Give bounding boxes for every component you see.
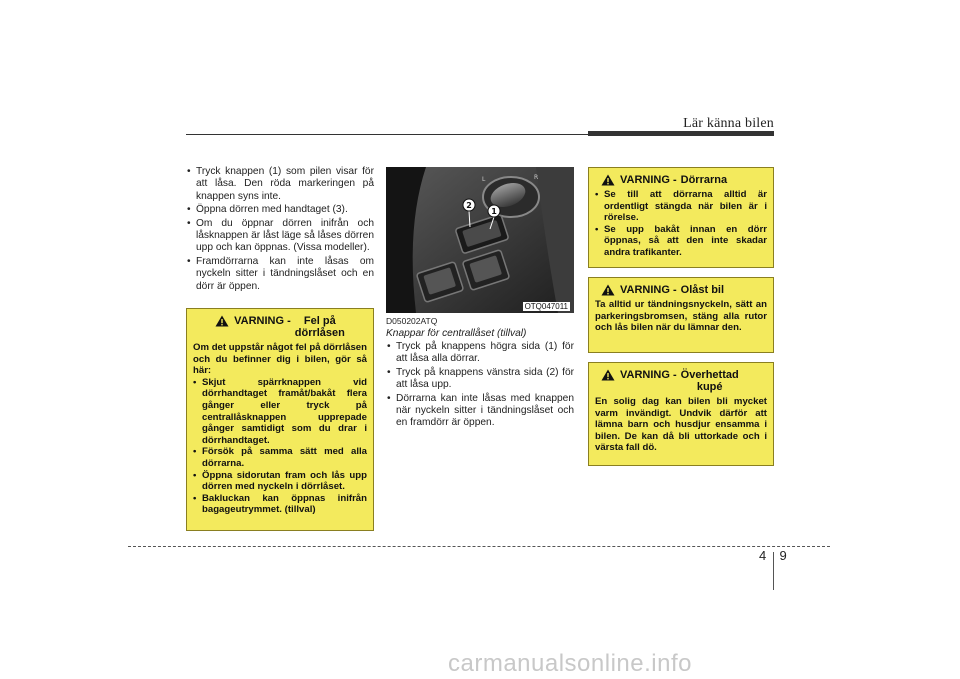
- warning-title: Fel på dörrlåsen: [294, 315, 345, 339]
- warning-text: En solig dag kan bilen bli mycket varm invändigt. Undvik därför att lämna barn och husdjur ensamma i bilen. De kan då bli uttorkade och i värsta fall dö.: [595, 396, 767, 454]
- knob-label-l: L: [482, 176, 486, 183]
- section-code: D050202ATQ: [386, 316, 438, 326]
- door-panel-illustration: [386, 167, 574, 313]
- warning-item: • Skjut spärrknappen vid dörrhandtaget framåt/bakåt flera gånger eller tryck på centrallåsknappen upprepade gånger samtidigt som du drar i dörrhandtaget.: [193, 377, 367, 447]
- list-item: • Öppna dörren med handtaget (3).: [186, 204, 374, 216]
- warning-triangle-icon: [601, 174, 615, 186]
- callout-1: 1: [491, 207, 497, 216]
- header-rule-accent: [588, 131, 774, 136]
- list-item: • Tryck på knappens vänstra sida (2) för att låsa upp.: [386, 367, 574, 392]
- callout-2: 2: [466, 201, 472, 210]
- image-reference-code: OTQ047011: [524, 302, 568, 311]
- warning-item: • Försök på samma sätt med alla dörrarna.: [193, 446, 367, 469]
- warning-box-overheated-cabin: [588, 362, 774, 466]
- warning-item: • Se till att dörrarna alltid är ordentligt stängda när bilen är i rörelse.: [595, 189, 767, 224]
- warning-item: • Bakluckan kan öppnas inifrån bagageutrymmet. (tillval): [193, 493, 367, 516]
- warning-label: VARNING -: [620, 369, 677, 381]
- list-item: • Tryck knappen (1) som pilen visar för att låsa. Den röda markeringen på knappen syns inte.: [186, 166, 374, 203]
- section-subheading: Knappar för centrallåset (tillval): [386, 328, 527, 339]
- warning-text: Ta alltid ur tändningsnyckeln, sätt an parkeringsbromsen, stäng alla rutor och lås bilen när du lämnar den.: [595, 299, 767, 334]
- page-number-divider: [773, 552, 774, 590]
- central-lock-section: [386, 316, 574, 431]
- warning-label: VARNING -: [620, 174, 677, 186]
- warning-box-unlocked-car: [588, 277, 774, 353]
- warning-title: Dörrarna: [680, 174, 728, 186]
- list-item: • Om du öppnar dörren inifrån och låsknappen är låst läge så låses dörren upp och kan öppnas. (Vissa modeller).: [186, 218, 374, 255]
- watermark: carmanualsonline.info: [448, 650, 692, 677]
- header-rule: [186, 134, 588, 135]
- warning-intro: Om det uppstår något fel på dörrlåsen och du befinner dig i bilen, gör så här:: [193, 342, 367, 377]
- warning-title: Överhettad kupé: [680, 369, 739, 393]
- section-title: Lär känna bilen: [683, 116, 774, 131]
- instruction-list: [186, 166, 374, 294]
- list-item: • Framdörrarna kan inte låsas om nyckeln sitter i tändningslåset och en dörr är öppen.: [186, 256, 374, 293]
- footer-rule: [128, 546, 830, 547]
- warning-item: • Se upp bakåt innan en dörr öppnas, så att den inte skadar andra trafikanter.: [595, 224, 767, 259]
- list-item: • Dörrarna kan inte låsas med knappen när nyckeln sitter i tändningslåset och en framdörr är öppen.: [386, 393, 574, 430]
- knob-label-r: R: [534, 174, 539, 181]
- warning-box-doors: [588, 167, 774, 268]
- page-number-value: 9: [779, 548, 787, 563]
- warning-title: Olåst bil: [680, 284, 725, 296]
- warning-triangle-icon: [215, 315, 229, 327]
- warning-triangle-icon: [601, 284, 615, 296]
- door-switch-photo: [386, 167, 574, 313]
- warning-label: VARNING -: [234, 315, 291, 327]
- list-item: • Tryck på knappens högra sida (1) för att låsa alla dörrar.: [386, 341, 574, 366]
- warning-item: • Öppna sidorutan fram och lås upp dörren med nyckeln i dörrlåset.: [193, 470, 367, 493]
- section-number: 4: [759, 548, 767, 563]
- warning-label: VARNING -: [620, 284, 677, 296]
- warning-box-door-lock-fault: [186, 308, 374, 531]
- warning-triangle-icon: [601, 369, 615, 381]
